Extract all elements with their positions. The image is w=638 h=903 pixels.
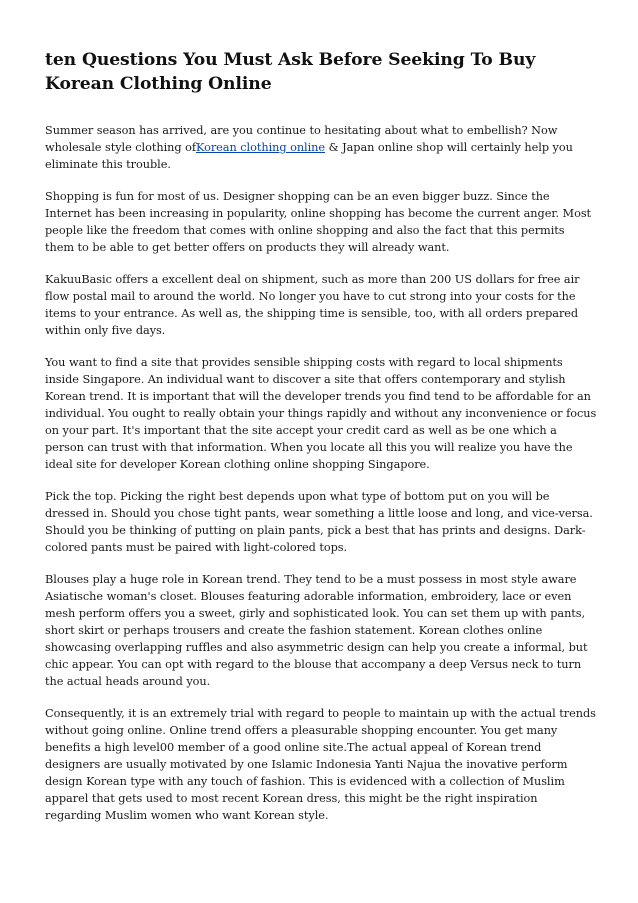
paragraph-conclusion: Consequently, it is an extremely trial with regard to people to maintain up with the actual trends without going online. Online trend offers a pleasurable shopping encounter. You get many benefits a high level00 member of a good online site.The actual appeal of Korean trend designers are usually motivated by one Islamic Indonesia Yanti Najua the inovative perform design Korean type with any touch of fashion. This is evidenced with a collection of Muslim apparel that gets used to most recent Korean dress, this might be the right inspiration regarding Muslim women who want Korean style.: [45, 707, 596, 822]
paragraph-intro: [45, 122, 597, 173]
page-title: ten Questions You Must Ask Before Seeking To Buy Korean Clothing Online: [45, 50, 536, 94]
paragraph-intro-text-after: & Japan online shop will certainly help you eliminate this trouble.: [45, 141, 573, 171]
paragraph-shipment: KakuuBasic offers a excellent deal on shipment, such as more than 200 US dollars for free air flow postal mail to around the world. No longer you have to cut strong into your costs for the items to your entrance. As well as, the shipping time is sensible, too, with all orders prepared within only five days.: [45, 273, 580, 337]
paragraph-intro-text-before: Summer season has arrived, are you continue to hesitating about what to embellish? Now wholesale style clothing of: [45, 124, 558, 154]
document-page: [45, 48, 597, 839]
paragraph-pick-top: Pick the top. Picking the right best depends upon what type of bottom put on you will be dressed in. Should you chose tight pants, wear something a little loose and long, and vice-versa. Should you be thinking of putting on plain pants, pick a best that has prints and designs. Dark-colored pants must be paired with light-colored tops.: [45, 490, 593, 554]
paragraph-blouses: Blouses play a huge role in Korean trend. They tend to be a must possess in most style aware Asiatische woman's closet. Blouses featuring adorable information, embroidery, lace or even mesh perform offers you a sweet, girly and sophisticated look. You can set them up with pants, short skirt or perhaps trousers and create the fashion statement. Korean clothes online showcasing overlapping ruffles and also asymmetric design can help you create a informal, but chic appear. You can opt with regard to the blouse that accompany a deep Versus neck to turn the actual heads around you.: [45, 573, 588, 688]
korean-clothing-link[interactable]: Korean clothing online: [195, 141, 326, 154]
paragraph-singapore: You want to find a site that provides sensible shipping costs with regard to local shipments inside Singapore. An individual want to discover a site that offers contemporary and stylish Korean trend. It is important that will the developer trends you find tend to be affordable for an individual. You ought to really obtain your things rapidly and without any inconvenience or focus on your part. It's important that the site accept your credit card as well as be one which a person can trust with that information. When you locate all this you will realize you have the ideal site for developer Korean clothing online shopping Singapore.: [45, 356, 597, 471]
paragraph-shopping: Shopping is fun for most of us. Designer shopping can be an even bigger buzz. Since the Internet has been increasing in popularity, online shopping has become the current anger. Most people like the freedom that comes with online shopping and also the fact that this permits them to be able to get better offers on products they will already want.: [45, 190, 592, 254]
